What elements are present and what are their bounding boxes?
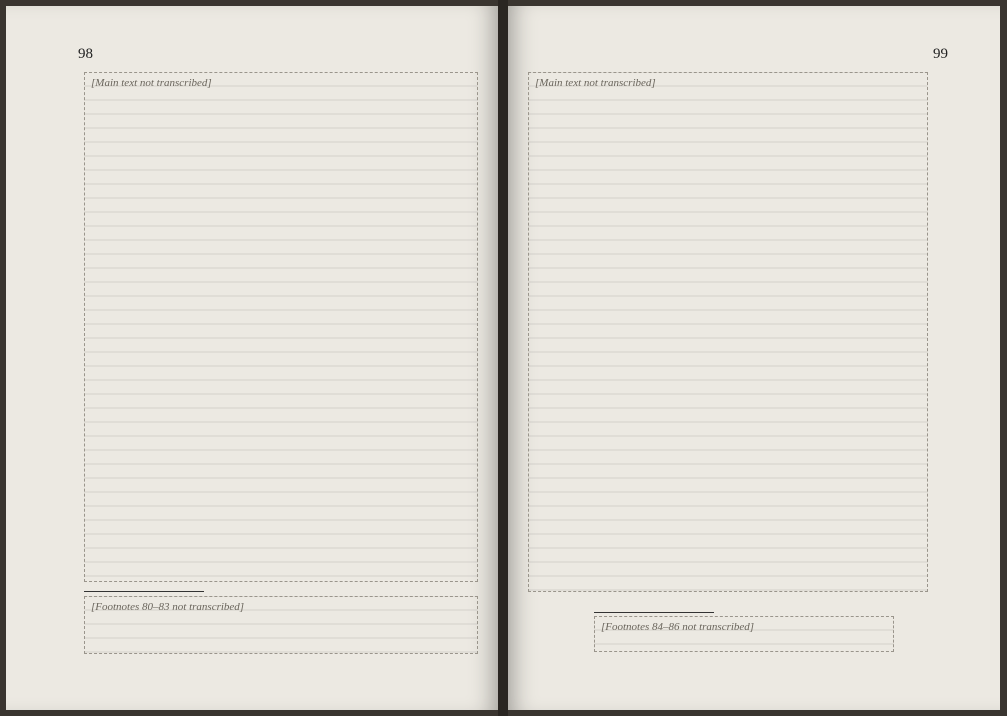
page-number: 99 (933, 46, 948, 62)
left-page (6, 6, 498, 710)
main-text-placeholder: [Main text not transcribed] (84, 72, 478, 582)
footnote-rule (84, 591, 204, 592)
main-text-placeholder: [Main text not transcribed] (528, 72, 928, 592)
book-gutter (498, 0, 508, 716)
footnotes-placeholder: [Footnotes 84–86 not transcribed] (594, 616, 894, 652)
footnote-rule (594, 612, 714, 613)
right-page (508, 6, 1000, 710)
footnotes-placeholder: [Footnotes 80–83 not transcribed] (84, 596, 478, 654)
page-number: 98 (78, 46, 93, 62)
